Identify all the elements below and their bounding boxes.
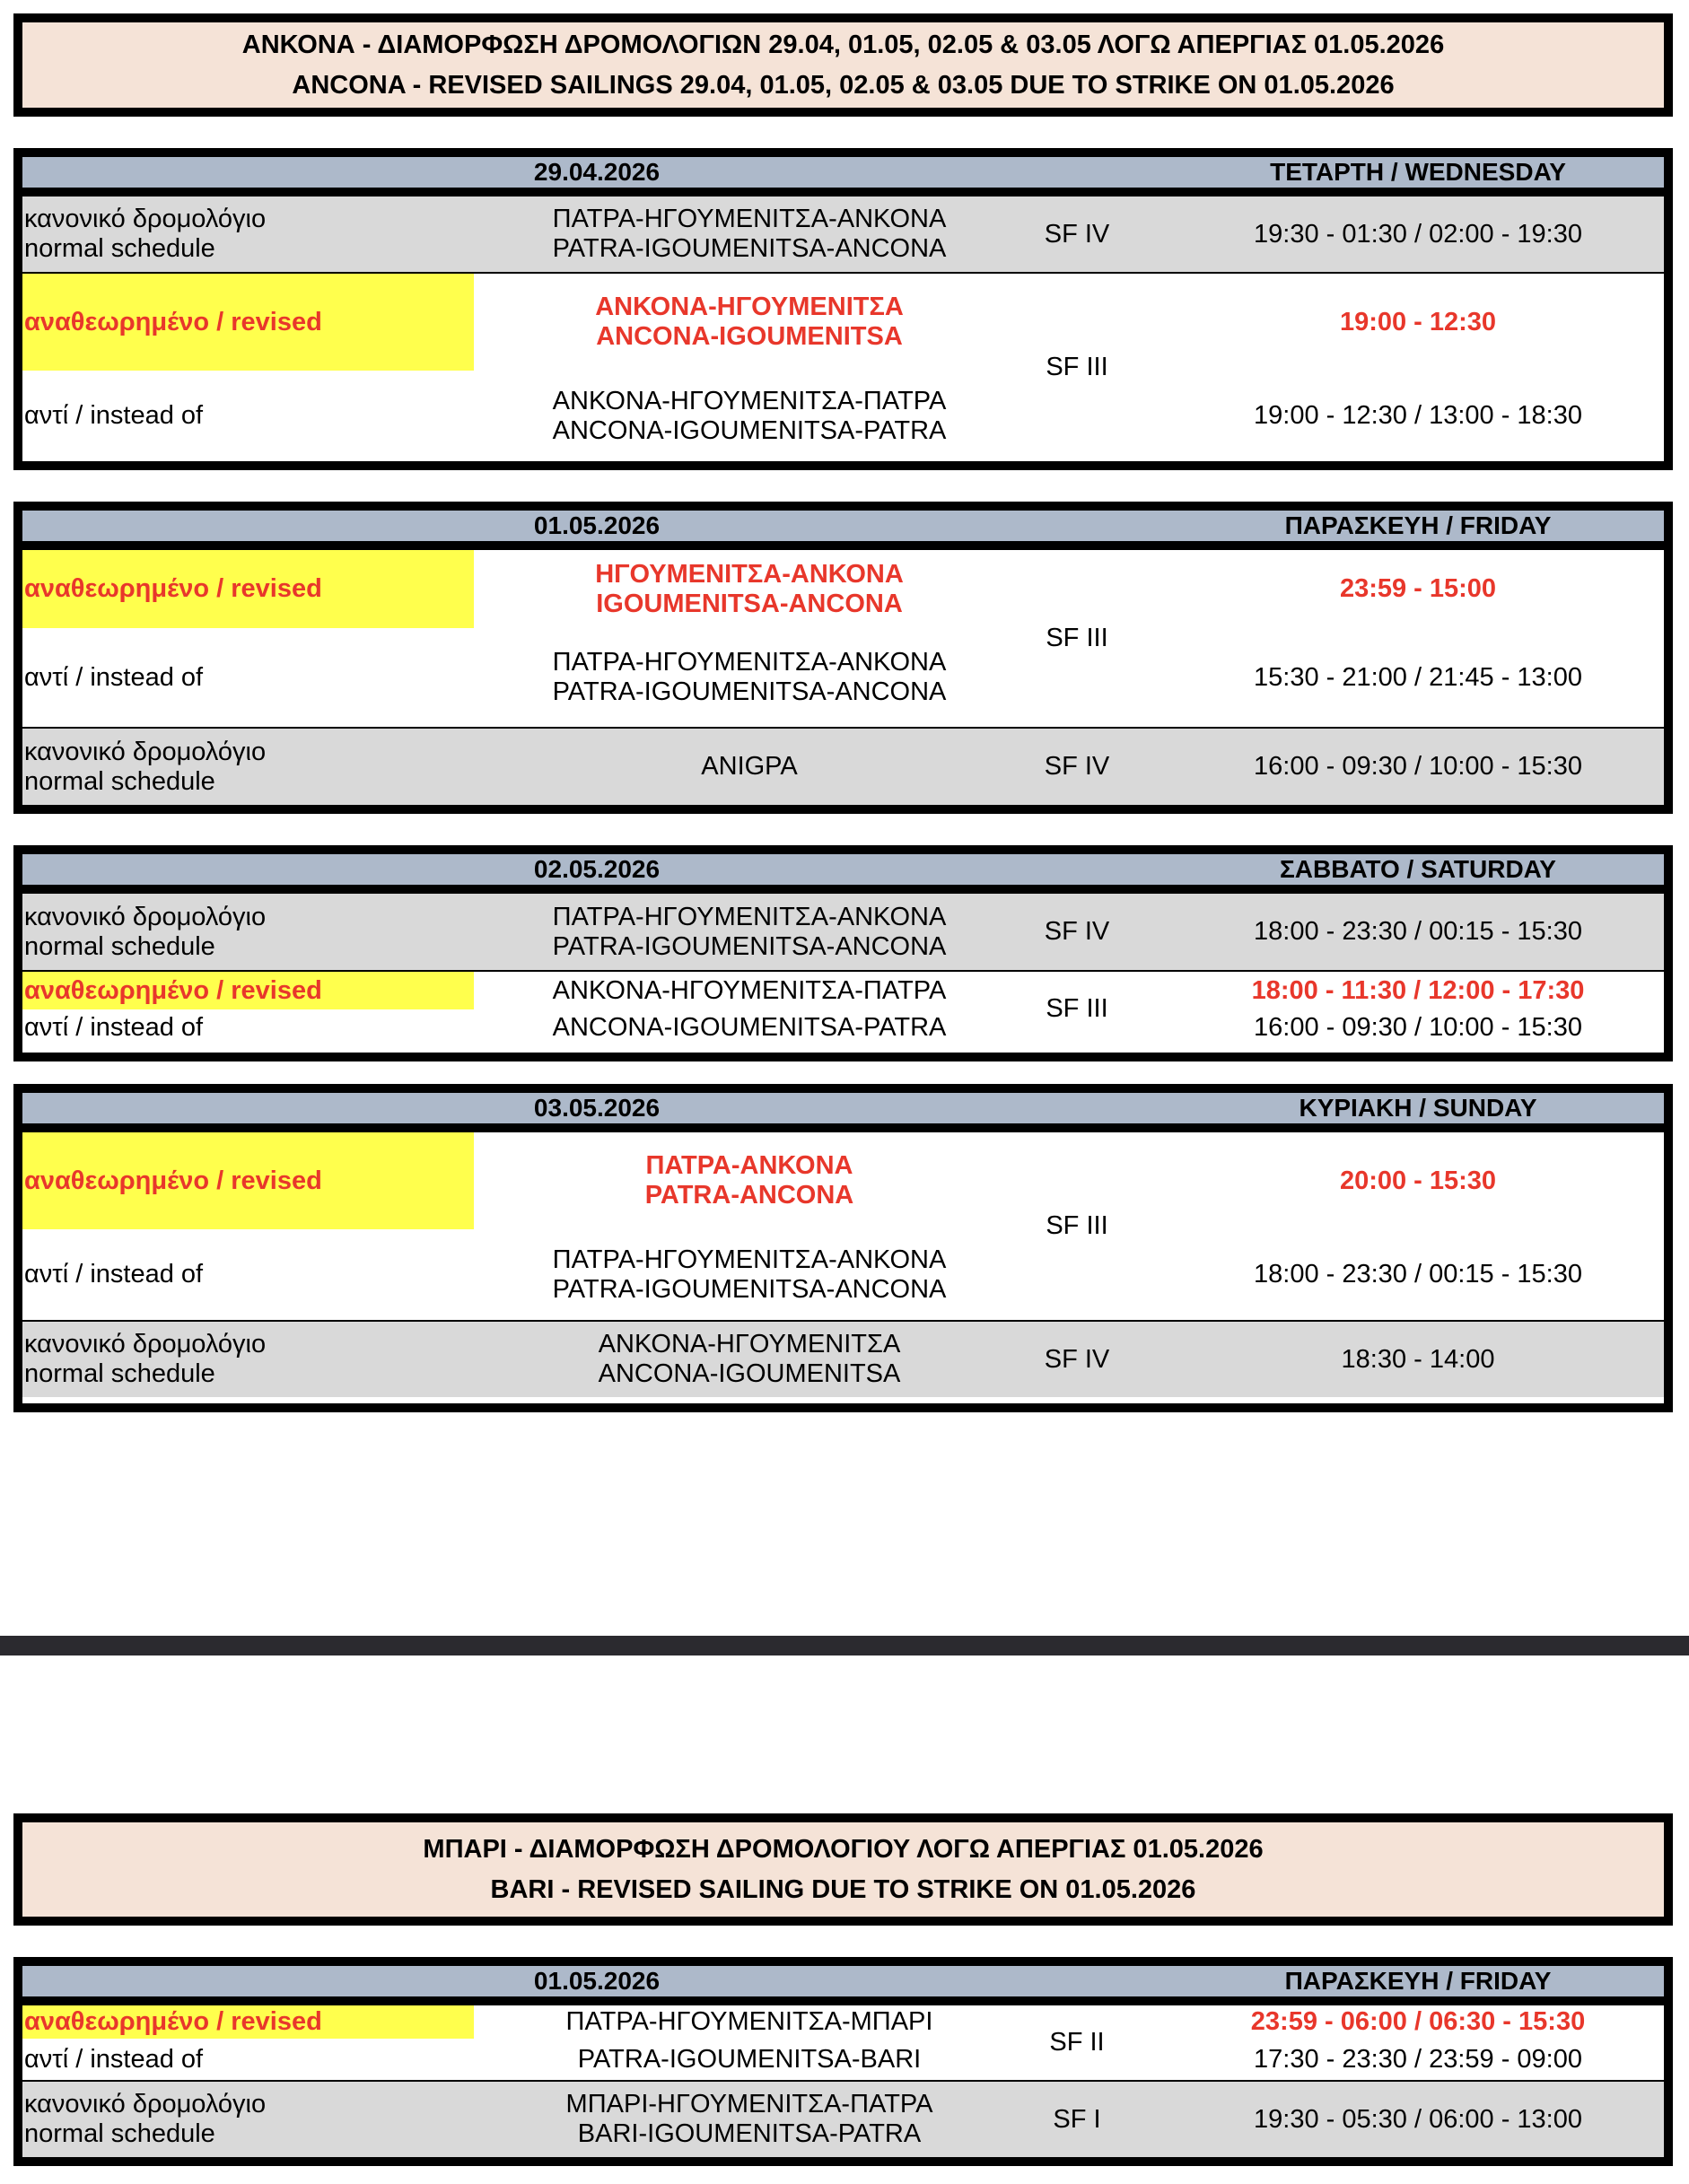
instead-route bbox=[525, 371, 974, 461]
ship-name: SF III bbox=[1046, 1211, 1108, 1240]
table-header bbox=[22, 157, 1664, 197]
route-english: PATRA-IGOUMENITSA-ANCONA bbox=[552, 1274, 947, 1304]
ship-name: SF IV bbox=[1044, 219, 1110, 249]
instead-route bbox=[525, 1229, 974, 1320]
ancona-title-english: ANCONA - REVISED SAILINGS 29.04, 01.05, 02.05 & 03.05 DUE TO STRIKE ON 01.05.2026 bbox=[292, 71, 1395, 100]
route-english: PATRA-ANCONA bbox=[644, 1181, 854, 1210]
route-english: BARI-IGOUMENITSA-PATRA bbox=[577, 2119, 922, 2148]
instead-route bbox=[525, 628, 974, 727]
instead-time: 15:30 - 21:00 / 21:45 - 13:00 bbox=[1254, 662, 1582, 692]
schedule-table-bari-01-05 bbox=[13, 1957, 1673, 2166]
revised-block bbox=[22, 970, 1664, 1045]
instead-label: αντί / instead of bbox=[24, 1260, 204, 1289]
revised-route bbox=[525, 1132, 974, 1229]
date-label: 01.05.2026 bbox=[533, 511, 661, 539]
revised-label: αναθεωρημένο / revised bbox=[22, 1132, 474, 1229]
normal-schedule-row bbox=[22, 1320, 1664, 1397]
date-label: 02.05.2026 bbox=[533, 855, 661, 883]
route-english: ANCONA-IGOUMENITSA bbox=[596, 322, 903, 351]
instead-time: 19:00 - 12:30 / 13:00 - 18:30 bbox=[1254, 401, 1582, 430]
label-english: normal schedule bbox=[24, 766, 215, 796]
sailing-time: 16:00 - 09:30 / 10:00 - 15:30 bbox=[1254, 752, 1582, 781]
sailing-time: 18:30 - 14:00 bbox=[1341, 1344, 1495, 1374]
revised-label: αναθεωρημένο / revised bbox=[22, 972, 474, 1009]
revised-route: ΑΝΚΟΝΑ-ΗΓΟΥΜΕΝΙΤΣΑ-ΠΑΤΡΑ bbox=[552, 975, 947, 1005]
revised-route bbox=[525, 274, 974, 371]
revised-route: ΠΑΤΡΑ-ΗΓΟΥΜΕΝΙΤΣΑ-ΜΠΑΡΙ bbox=[565, 2007, 933, 2036]
normal-schedule-row bbox=[22, 894, 1664, 970]
label-english: normal schedule bbox=[24, 1359, 215, 1388]
route-greek: ΗΓΟΥΜΕΝΙΤΣΑ-ΑΝΚΟΝΑ bbox=[595, 559, 904, 589]
sailing-time: 19:30 - 05:30 / 06:00 - 13:00 bbox=[1254, 2104, 1582, 2134]
day-label: ΚΥΡΙΑΚΗ / SUNDAY bbox=[1299, 1094, 1537, 1122]
sailing-time: 18:00 - 23:30 / 00:15 - 15:30 bbox=[1254, 917, 1582, 946]
instead-time: 16:00 - 09:30 / 10:00 - 15:30 bbox=[1254, 1012, 1582, 1042]
revised-block bbox=[22, 2005, 1664, 2080]
sailing-time: 19:30 - 01:30 / 02:00 - 19:30 bbox=[1254, 219, 1582, 249]
route: ANIGPA bbox=[701, 752, 798, 781]
revised-label: αναθεωρημένο / revised bbox=[22, 550, 474, 628]
route-english: PATRA-IGOUMENITSA-ANCONA bbox=[552, 931, 947, 961]
route bbox=[525, 894, 974, 970]
schedule-table-03-05 bbox=[13, 1084, 1673, 1412]
schedule-table-02-05 bbox=[13, 845, 1673, 1061]
route-english: PATRA-IGOUMENITSA-ANCONA bbox=[552, 677, 947, 706]
route-greek: ΠΑΤΡΑ-ΗΓΟΥΜΕΝΙΤΣΑ-ΑΝΚΟΝΑ bbox=[552, 205, 947, 233]
label-english: normal schedule bbox=[24, 2119, 215, 2148]
bari-title-greek: ΜΠΑΡΙ - ΔΙΑΜΟΡΦΩΣΗ ΔΡΟΜΟΛΟΓΙΟΥ ΛΟΓΩ ΑΠΕΡΓΙΑΣ 01.05.2026 bbox=[423, 1835, 1264, 1864]
instead-label: αντί / instead of bbox=[24, 662, 204, 692]
instead-route: ANCONA-IGOUMENITSA-PATRA bbox=[552, 1012, 947, 1042]
date-label: 01.05.2026 bbox=[533, 1967, 661, 1995]
revised-label: αναθεωρημένο / revised bbox=[22, 274, 474, 371]
date-label: 29.04.2026 bbox=[533, 158, 661, 186]
revised-block bbox=[22, 550, 1664, 727]
row-label bbox=[22, 729, 474, 805]
instead-time: 18:00 - 23:30 / 00:15 - 15:30 bbox=[1254, 1260, 1582, 1289]
ship-name: SF III bbox=[1046, 624, 1108, 652]
route-english: ANCONA-IGOUMENITSA bbox=[598, 1359, 901, 1388]
ship-name: SF IV bbox=[1044, 1344, 1110, 1374]
row-label bbox=[22, 197, 474, 272]
table-header bbox=[22, 511, 1664, 550]
label-greek: κανονικό δρομολόγιο bbox=[24, 1330, 267, 1358]
instead-label: αντί / instead of bbox=[24, 1012, 204, 1042]
table-header bbox=[22, 1093, 1664, 1132]
revised-time: 18:00 - 11:30 / 12:00 - 17:30 bbox=[1251, 975, 1585, 1005]
route-greek: ΠΑΤΡΑ-ΑΝΚΟΝΑ bbox=[645, 1151, 853, 1180]
label-english: normal schedule bbox=[24, 234, 215, 263]
label-greek: κανονικό δρομολόγιο bbox=[24, 2090, 267, 2118]
ship-name: SF IV bbox=[1044, 752, 1110, 781]
schedule-table-29-04 bbox=[13, 148, 1673, 470]
route-greek: ΑΝΚΟΝΑ-ΗΓΟΥΜΕΝΙΤΣΑ bbox=[595, 293, 904, 321]
table-header bbox=[22, 854, 1664, 894]
revised-label: αναθεωρημένο / revised bbox=[22, 2005, 474, 2039]
instead-label: αντί / instead of bbox=[24, 401, 204, 430]
normal-schedule-row bbox=[22, 2080, 1664, 2157]
bari-title-english: BARI - REVISED SAILING DUE TO STRIKE ON 01.05.2026 bbox=[490, 1875, 1196, 1904]
instead-label: αντί / instead of bbox=[24, 2044, 204, 2074]
date-label: 03.05.2026 bbox=[533, 1094, 661, 1122]
normal-schedule-row bbox=[22, 727, 1664, 805]
row-label bbox=[22, 1322, 474, 1397]
route-greek: ΠΑΤΡΑ-ΗΓΟΥΜΕΝΙΤΣΑ-ΑΝΚΟΝΑ bbox=[552, 1245, 947, 1274]
ship-name: SF II bbox=[1049, 2028, 1105, 2057]
instead-route: PATRA-IGOUMENITSA-BARI bbox=[577, 2044, 922, 2074]
revised-time: 19:00 - 12:30 bbox=[1339, 307, 1497, 336]
section-divider bbox=[0, 1636, 1689, 1655]
ship-name: SF IV bbox=[1044, 917, 1110, 946]
day-label: ΣΑΒΒΑΤΟ / SATURDAY bbox=[1280, 855, 1556, 883]
route-greek: ΑΝΚΟΝΑ-ΗΓΟΥΜΕΝΙΤΣΑ-ΠΑΤΡΑ bbox=[552, 386, 947, 415]
revised-time: 20:00 - 15:30 bbox=[1339, 1166, 1497, 1195]
table-header bbox=[22, 1966, 1664, 2005]
route-greek: ΠΑΤΡΑ-ΗΓΟΥΜΕΝΙΤΣΑ-ΑΝΚΟΝΑ bbox=[552, 902, 947, 931]
ship-name: SF III bbox=[1046, 353, 1108, 381]
day-label: ΠΑΡΑΣΚΕΥΗ / FRIDAY bbox=[1284, 511, 1552, 539]
label-greek: κανονικό δρομολόγιο bbox=[24, 902, 267, 931]
day-label: ΤΕΤΑΡΤΗ / WEDNESDAY bbox=[1270, 158, 1566, 186]
normal-schedule-row bbox=[22, 197, 1664, 272]
instead-time: 17:30 - 23:30 / 23:59 - 09:00 bbox=[1254, 2044, 1582, 2074]
route-greek: ΠΑΤΡΑ-ΗΓΟΥΜΕΝΙΤΣΑ-ΑΝΚΟΝΑ bbox=[552, 648, 947, 677]
revised-block bbox=[22, 1132, 1664, 1320]
ship-name: SF I bbox=[1053, 2104, 1101, 2134]
route bbox=[525, 1322, 974, 1397]
revised-time: 23:59 - 06:00 / 06:30 - 15:30 bbox=[1250, 2007, 1586, 2036]
ship-name: SF III bbox=[1046, 993, 1108, 1023]
label-greek: κανονικό δρομολόγιο bbox=[24, 737, 267, 766]
bari-title-box bbox=[13, 1813, 1673, 1926]
day-label: ΠΑΡΑΣΚΕΥΗ / FRIDAY bbox=[1284, 1967, 1552, 1995]
row-label bbox=[22, 894, 474, 970]
route-english: ANCONA-IGOUMENITSA-PATRA bbox=[552, 415, 947, 445]
route-english: PATRA-IGOUMENITSA-ANCONA bbox=[552, 234, 947, 263]
revised-block bbox=[22, 272, 1664, 461]
route-greek: ΜΠΑΡΙ-ΗΓΟΥΜΕΝΙΤΣΑ-ΠΑΤΡΑ bbox=[565, 2090, 933, 2118]
route bbox=[525, 2082, 974, 2157]
revised-route bbox=[525, 550, 974, 628]
route-english: IGOUMENITSA-ANCONA bbox=[596, 589, 903, 618]
route-greek: ΑΝΚΟΝΑ-ΗΓΟΥΜΕΝΙΤΣΑ bbox=[598, 1330, 901, 1358]
ancona-title-box bbox=[13, 13, 1673, 117]
row-label bbox=[22, 2082, 474, 2157]
label-english: normal schedule bbox=[24, 931, 215, 961]
label-greek: κανονικό δρομολόγιο bbox=[24, 205, 267, 233]
ancona-title-greek: ΑΝΚΟΝΑ - ΔΙΑΜΟΡΦΩΣΗ ΔΡΟΜΟΛΟΓΙΩΝ 29.04, 01.05, 02.05 & 03.05 ΛΟΓΩ ΑΠΕΡΓΙΑΣ 01.05.2026 bbox=[241, 31, 1445, 59]
schedule-table-01-05 bbox=[13, 502, 1673, 814]
revised-time: 23:59 - 15:00 bbox=[1339, 574, 1497, 603]
route bbox=[525, 197, 974, 272]
